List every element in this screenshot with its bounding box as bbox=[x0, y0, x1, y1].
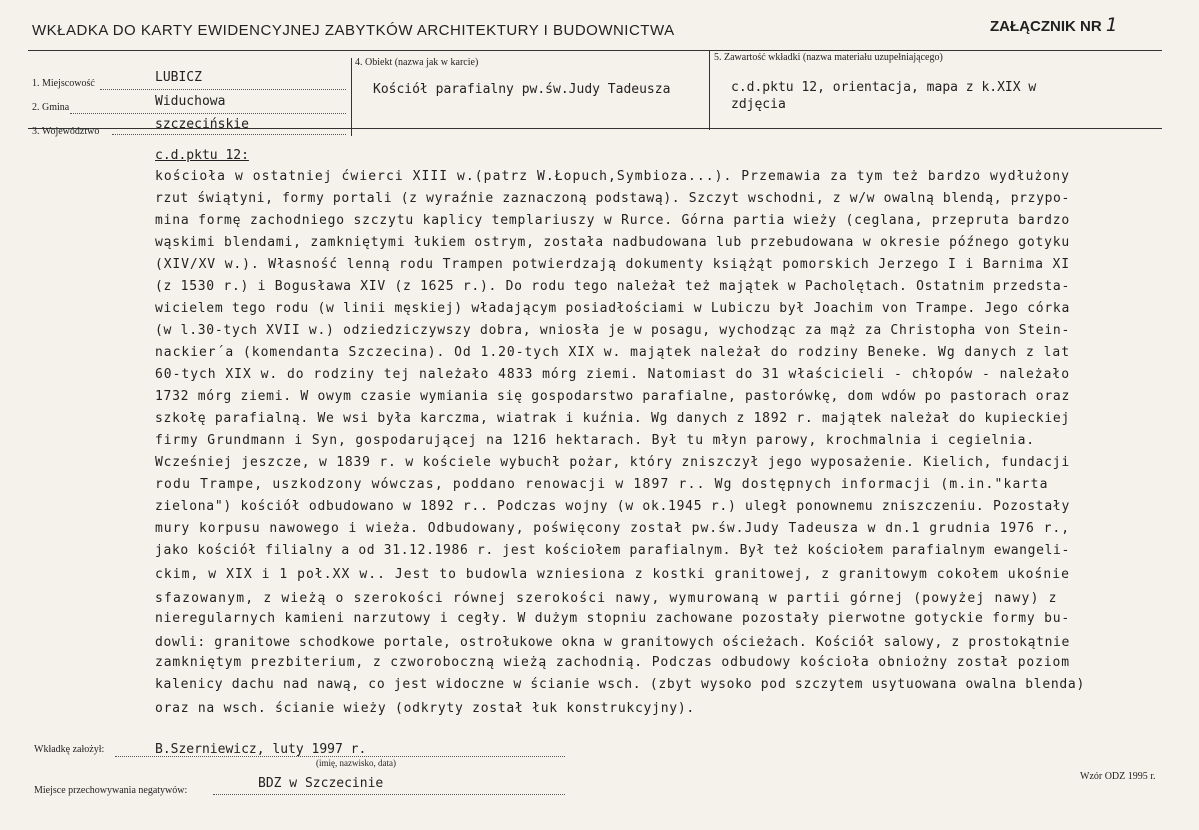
body-line: mury korpusu nawowego i wieża. Odbudowany, poświęcony został pw.św.Judy Tadeusza w dn.1 grudnia 1976 r., bbox=[155, 521, 1070, 536]
zalozyl-label: Wkładkę założył: bbox=[34, 744, 105, 755]
body-line: szkołę parafialną. We wsi była karczma, wiatrak i kuźnia. Wg danych z 1892 r. majątek należał do kupieckiej bbox=[155, 411, 1070, 426]
form-version: Wzór ODZ 1995 r. bbox=[1080, 771, 1156, 782]
body-line: jako kościół filialny a od 31.12.1986 r. jest kościołem parafialnym. Był też kościołem parafialnym ewangeli- bbox=[155, 543, 1070, 558]
body-line: zamkniętym prezbiterium, z czworoboczną wieżą zachodnią. Podczas odbudowy kościoła obniożny został poziom bbox=[155, 655, 1070, 670]
obiekt-value: Kościół parafialny pw.św.Judy Tadeusza bbox=[373, 82, 671, 97]
body-line: dowli: granitowe schodkowe portale, ostrołukowe okna w granitowych ościeżach. Kościół salowy, z prostokątnie bbox=[155, 635, 1070, 650]
body-line: Wcześniej jeszcze, w 1839 r. w kościele wybuchł pożar, który zniszczył jego wyposażenie. Kielich, fundacji bbox=[155, 455, 1070, 470]
body-line: nieregularnych kamieni narzutowy i cegły. W dużym stopniu zachowane pozostały pierwotne gotyckie formy bu- bbox=[155, 611, 1070, 626]
body-line: (XIV/XV w.). Własność lenną rodu Trampen potwierdzają dokumenty książąt pomorskich Jerzego I i Barnima XI bbox=[155, 257, 1070, 272]
wojewodztwo-value: szczecińskie bbox=[155, 117, 249, 132]
miejscowosc-value: LUBICZ bbox=[155, 70, 202, 85]
miejscowosc-line bbox=[100, 89, 346, 90]
body-line: wąskimi blendami, zamkniętymi łukiem ostrym, została nadbudowana lub przebudowana w okresie późnego gotyku bbox=[155, 235, 1070, 250]
body-line: mina formę zachodniego szczytu kaplicy templariuszy w Rurce. Górna partia wieży (ceglana, przepruta bardzo bbox=[155, 213, 1070, 228]
body-line: 1732 mórg ziemi. W owym czasie wymiania się gospodarstwo parafialne, pastorówkę, dom wdów po pastorach oraz bbox=[155, 389, 1070, 404]
header-top-rule bbox=[28, 50, 1162, 51]
gmina-line bbox=[70, 113, 346, 114]
form-title: WKŁADKA DO KARTY EWIDENCYJNEJ ZABYTKÓW ARCHITEKTURY I BUDOWNICTWA bbox=[32, 22, 675, 39]
wojewodztwo-line bbox=[112, 134, 346, 135]
wojewodztwo-label: 3. Województwo bbox=[32, 126, 100, 137]
body-line: oraz na wsch. ścianie wieży (odkryty został łuk konstrukcyjny). bbox=[155, 701, 695, 716]
body-line: firmy Grundmann i Syn, gospodarującej na 1216 hektarach. Był tu młyn parowy, krochmalnia i cegielnia. bbox=[155, 433, 1035, 448]
annex-label-text: ZAŁĄCZNIK NR bbox=[990, 18, 1102, 35]
body-line: sfazowanym, z wieżą o szerokości równej szerokości nawy, wymurowaną w partii górnej (powyżej nawy) z bbox=[155, 591, 1058, 606]
annex-label bbox=[990, 14, 1117, 36]
body-line: (z 1530 r.) i Bogusława XIV (z 1625 r.). Do rodu tego należał też majątek w Pacholętach. Ostatnim przedsta- bbox=[155, 279, 1070, 294]
body-line: rodu Trampe, uszkodzony wówczas, poddano renowacji w 1897 r.. Wg dostępnych informacji (m.in."karta bbox=[155, 477, 1049, 492]
miejsce-value: BDZ w Szczecinie bbox=[258, 776, 384, 791]
obiekt-label: 4. Obiekt (nazwa jak w karcie) bbox=[355, 57, 479, 68]
miejsce-line bbox=[213, 794, 565, 795]
body-line: zielona") kościół odbudowano w 1892 r.. Podczas wojny (w ok.1945 r.) uległ ponownemu zniszczeniu. Pozostały bbox=[155, 499, 1070, 514]
miejscowosc-label: 1. Miejscowość bbox=[32, 78, 95, 89]
header-divider-2 bbox=[709, 50, 710, 130]
miejsce-label: Miejsce przechowywania negatywów: bbox=[34, 785, 188, 796]
body-heading: c.d.pktu 12: bbox=[155, 148, 249, 163]
gmina-label: 2. Gmina bbox=[32, 102, 70, 113]
annex-number: 1 bbox=[1105, 14, 1118, 36]
body-line: ckim, w XIX i 1 poł.XX w.. Jest to budowla wzniesiona z kostki granitowej, z granitowym cokołem ukośnie bbox=[155, 567, 1070, 582]
body-line: rzut świątyni, formy portali (z wyraźnie zaznaczoną podstawą). Szczyt wschodni, z w/w owalną blendą, przypo- bbox=[155, 191, 1070, 206]
zawartosc-label: 5. Zawartość wkładki (nazwa materiału uzupełniającego) bbox=[714, 52, 943, 63]
zalozyl-hint: (imię, nazwisko, data) bbox=[316, 758, 396, 768]
zalozyl-value: B.Szerniewicz, luty 1997 r. bbox=[155, 742, 367, 757]
zawartosc-value-line2: zdjęcia bbox=[731, 97, 786, 112]
zawartosc-value-line1: c.d.pktu 12, orientacja, mapa z k.XIX w bbox=[731, 80, 1037, 95]
body-line: kalenicy dachu nad nawą, co jest widoczne w ścianie wsch. (zbyt wysoko pod szczytem usytuowana owalna blenda) bbox=[155, 677, 1085, 692]
body-line: 60-tych XIX w. do rodziny tej należało 4833 mórg ziemi. Natomiast do 31 właścicieli - chłopów - należało bbox=[155, 367, 1070, 382]
body-line: nackier´a (komendanta Szczecina). Od 1.20-tych XIX w. majątek należał do rodziny Beneke. Wg danych z lat bbox=[155, 345, 1070, 360]
gmina-value: Widuchowa bbox=[155, 94, 226, 109]
header-divider-1 bbox=[351, 58, 352, 136]
body-line: kościoła w ostatniej ćwierci XIII w.(patrz W.Łopuch,Symbioza...). Przemawia za tym też bardzo wydłużony bbox=[155, 169, 1070, 184]
body-line: wicielem tego rodu (w linii męskiej) władającym posiadłościami w Lubiczu był Joachim von Trampe. Jego córka bbox=[155, 301, 1070, 316]
body-line: (w l.30-tych XVII w.) odziedziczywszy dobra, wniosła je w posagu, wychodząc za mąż za Christopha von Stein- bbox=[155, 323, 1070, 338]
